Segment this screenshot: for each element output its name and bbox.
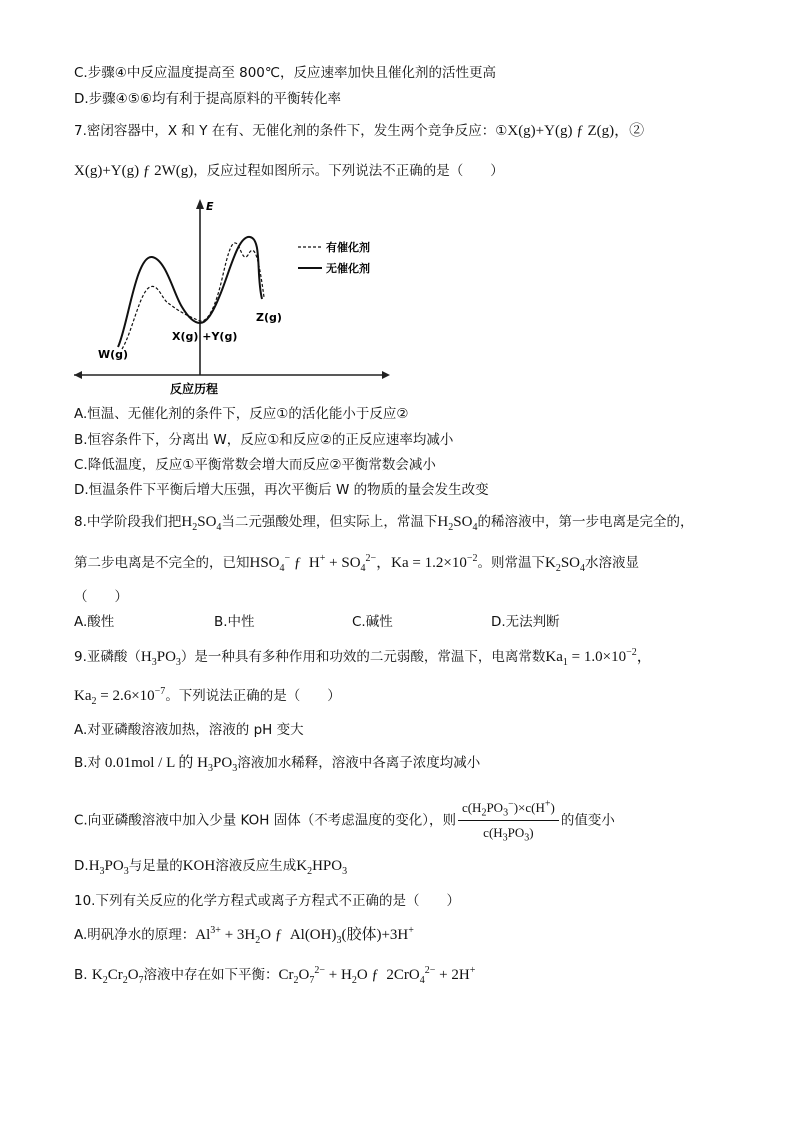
q8-option-b: B.中性	[214, 614, 255, 630]
q8-text-d: 第二步电离是不完全的，已知	[74, 555, 250, 571]
q9-option-c-tail: 的值变小	[560, 812, 615, 829]
q9-option-b-conc: 0.01mol / L 的 $H_3PO_3$	[101, 755, 238, 774]
q10-option-b-equation: $Cr_2O_7^{2-} + H_2O$ ƒ 2CrO$_4^{2-}$ + 2H+	[278, 965, 476, 986]
label-w: W(g)	[98, 348, 129, 361]
q9-option-c	[74, 798, 754, 843]
label-z: Z(g)	[256, 311, 282, 324]
q9-option-d-text1: 与足量的	[128, 858, 183, 874]
q8-text-e: 。则常温下	[477, 555, 545, 571]
q10-option-b	[74, 966, 754, 984]
q7-option-a: A.恒温、无催化剂的条件下，反应①的活化能小于反应②	[74, 406, 409, 422]
x-axis-arrow-right	[382, 371, 390, 379]
y-axis-label: E	[206, 200, 214, 213]
q9-option-b-prefix: B.对	[74, 755, 102, 771]
q9-ka2: $Ka_2 = 2.6\times 10^{-7}$	[74, 686, 166, 707]
q9-option-d-prefix: D.	[74, 858, 89, 874]
q8-text-f: 水溶液显	[585, 555, 640, 571]
q10-option-b-k2cr2o7: $K_2Cr_2O_7$	[91, 967, 144, 986]
label-xy: X(g) +Y(g)	[172, 330, 238, 343]
q9-option-d	[74, 857, 754, 875]
q7-option-c: C.降低温度，反应①平衡常数会增大而反应②平衡常数会减小	[74, 457, 436, 473]
q7-stem-text: 7.密闭容器中，X 和 Y 在有、无催化剂的条件下，发生两个竞争反应：①	[74, 123, 508, 139]
q8-text-c: 的稀溶液中，第一步电离是完全的，	[477, 514, 694, 530]
q8-text-b: 当二元强酸处理，但实际上，常温下	[221, 514, 438, 530]
x-axis-arrow-left	[74, 371, 82, 379]
q9-text-a: 9.亚磷酸（	[74, 649, 141, 665]
q8-option-d: D.无法判断	[491, 614, 560, 630]
q8-paren: （ ）	[74, 589, 128, 605]
q8-stem-line1	[74, 513, 754, 531]
q10-option-a-equation: $Al^{3+} + 3H_2O$ ƒ $Al(OH)_3$(胶体)+3H+	[195, 925, 414, 946]
q9-ka1: $Ka_1 = 1.0\times 10^{-2}$，	[545, 647, 652, 668]
q10-option-b-prefix: B.	[74, 967, 92, 983]
q9-stem-line2	[74, 687, 754, 705]
q10-option-a	[74, 926, 754, 944]
q7-option-d: D.恒温条件下平衡后增大压强，再次平衡后 W 的物质的量会发生改变	[74, 482, 489, 498]
q8-option-a: A.酸性	[74, 614, 115, 630]
q9-h3po3: $H_3PO_3$	[140, 649, 181, 668]
q9-option-b	[74, 754, 754, 772]
q7-stem-tail: ，反应过程如图所示。下列说法不正确的是（ ）	[193, 163, 504, 179]
q9-option-b-text: 溶液加水稀释，溶液中各离子浓度均减小	[237, 755, 481, 771]
q9-option-d-product: $K_2HPO_3$	[296, 858, 348, 877]
legend-with-catalyst: 有催化剂	[326, 241, 370, 254]
q9-text-b: ）是一种具有多种作用和功效的二元弱酸，常温下，电离常数	[180, 649, 546, 665]
x-axis-label: 反应历程	[170, 382, 219, 395]
q8-stem-line2	[74, 554, 754, 572]
q9-option-c-fraction: $\frac{c(H_2PO_3^-)\times c(H^+)}{c(H_3PO_3)}$	[458, 798, 559, 843]
q10-option-b-text: 溶液中存在如下平衡：	[143, 967, 279, 983]
q7-stem-line2	[74, 162, 754, 180]
q9-option-d-text2: 溶液反应生成	[215, 858, 297, 874]
q8-h2so4-b: $H_2SO_4$	[437, 514, 478, 533]
q10-stem: 10.下列有关反应的化学方程式或离子方程式不正确的是（ ）	[74, 893, 460, 909]
q10-option-a-text: A.明矾净水的原理：	[74, 927, 196, 943]
q9-text-c: 。下列说法正确的是（ ）	[165, 688, 341, 704]
q7-reaction2: X(g)+Y(g) ƒ 2W(g)	[74, 163, 194, 179]
energy-diagram	[70, 195, 390, 395]
legend-no-catalyst: 无催化剂	[326, 262, 370, 275]
q9-option-c-text: C.向亚磷酸溶液中加入少量 KOH 固体（不考虑温度的变化），则	[74, 812, 456, 829]
q9-option-d-h3po3: $H_3PO_3$	[88, 858, 129, 877]
q9-option-a: A.对亚磷酸溶液加热，溶液的 pH 变大	[74, 722, 304, 738]
q8-h2so4-a: $H_2SO_4$	[181, 514, 222, 533]
q8-k2so4: $K_2SO_4$	[544, 555, 586, 574]
q7-reaction1: X(g)+Y(g) ƒ Z(g)，②	[507, 123, 645, 139]
q8-text-a: 8.中学阶段我们把	[74, 514, 182, 530]
option-d-step456: D.步骤④⑤⑥均有利于提高原料的平衡转化率	[74, 91, 341, 107]
q9-stem-line1	[74, 648, 754, 666]
q8-equilibrium: $HSO_4^-$ ƒ $H^+ + SO_4^{2-}$，$Ka = 1.2\times 10^{-2}$	[249, 553, 478, 574]
q8-option-c: C.碱性	[352, 614, 393, 630]
q9-option-d-koh: KOH	[182, 858, 216, 874]
q7-option-b: B.恒容条件下，分离出 W，反应①和反应②的正反应速率均减小	[74, 432, 454, 448]
option-c-step4: C.步骤④中反应温度提高至 800℃，反应速率加快且催化剂的活性更高	[74, 65, 497, 81]
q7-stem-line1	[74, 122, 754, 140]
y-axis-arrow	[196, 199, 204, 209]
